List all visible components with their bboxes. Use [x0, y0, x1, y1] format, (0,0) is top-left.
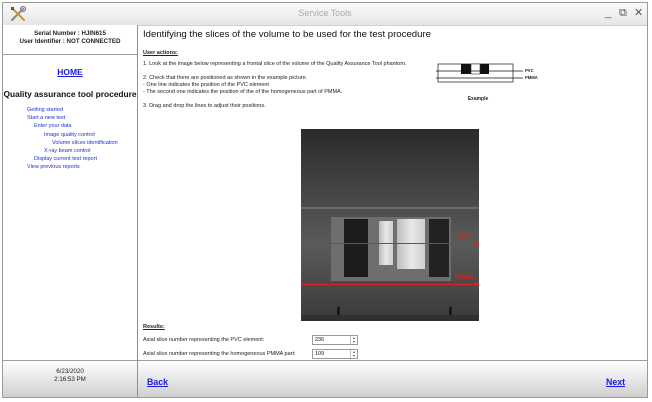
nav-image-quality[interactable]: Image quality control [44, 131, 95, 138]
nav-previous-reports[interactable]: View previous reports [27, 164, 80, 171]
pvc-marker-label: PVC [460, 234, 473, 240]
device-info [3, 30, 137, 45]
phantom-slice-graphic [301, 129, 479, 321]
example-pvc-label: PVC [525, 68, 534, 73]
pvc-result-label: Axial slice number representing the PVC element: [143, 337, 265, 343]
datetime [3, 368, 137, 383]
example-pmma-label: PMMA [525, 75, 538, 80]
pmma-spinner-arrows-icon[interactable]: ▲ ▼ [350, 350, 357, 358]
pvc-slice-spinner[interactable] [312, 335, 358, 345]
pvc-spinner-arrows-icon[interactable]: ▲ ▼ [350, 336, 357, 344]
procedure-nav [3, 106, 137, 172]
nav-enter-data[interactable]: Enter your data [34, 123, 72, 130]
back-button[interactable]: Back [147, 377, 169, 387]
pmma-result-label: Axial slice number representing the homogeneous PMMA part: [143, 351, 296, 357]
user-actions-label: User actions: [143, 50, 178, 56]
pmma-slice-spinner[interactable] [312, 349, 358, 359]
pmma-slice-input[interactable] [313, 350, 353, 358]
instruction-step-1: 1. Look at the image below representing a frontal slice of the volume of the Quality Assurance Tool phantom. [143, 61, 407, 67]
restore-button[interactable]: ⧉ [619, 7, 627, 19]
instruction-step-3: 3. Drag and drop the lines to adjust their positions. [143, 103, 266, 109]
nav-xray-beam[interactable]: X-ray beam control [44, 148, 91, 155]
sidebar-divider [3, 54, 137, 55]
serial-number: Serial Number : HJIN615 [34, 30, 106, 37]
user-identifier: User Identifier : NOT CONNECTED [19, 37, 121, 45]
pmma-marker-line[interactable] [301, 284, 479, 285]
frontal-slice-image[interactable] [301, 129, 479, 321]
app-window [2, 2, 648, 398]
minimize-button[interactable]: _ [605, 7, 612, 19]
instruction-step-2: 2. Check that there are positioned as shown in the example picture. [143, 75, 308, 81]
title-bar [3, 3, 647, 26]
example-caption: Example [467, 96, 489, 102]
nav-getting-started[interactable]: Getting started [27, 107, 64, 113]
nav-display-report[interactable]: Display current test report [34, 156, 97, 163]
sidebar-footer [3, 360, 137, 397]
main-content [138, 25, 647, 397]
page-title: Identifying the slices of the volume to be used for the test procedure [143, 29, 431, 40]
current-time: 2:16:53 PM [54, 375, 86, 383]
pvc-marker-line[interactable] [301, 243, 479, 244]
instruction-step-2-line-1: - One line indicates the position of the PVC element [143, 82, 269, 88]
window-title: Service Tools [298, 8, 352, 18]
instruction-step-2-line-2: - The second one indicates the position of the of the homogeneous part of PMMA. [143, 89, 343, 95]
pmma-marker-handle[interactable] [475, 282, 479, 286]
pvc-slice-input[interactable] [313, 336, 353, 344]
current-date: 6/23/2020 [56, 368, 84, 375]
pmma-marker-label: PMMA [455, 275, 474, 281]
main-footer [138, 360, 647, 397]
close-button[interactable]: ✕ [634, 7, 644, 19]
nav-volume-slices[interactable]: Volume slices identification [52, 139, 118, 146]
results-label: Results: [143, 324, 165, 330]
home-link[interactable]: HOME [57, 67, 83, 77]
next-button[interactable]: Next [606, 377, 626, 387]
sidebar [3, 25, 138, 397]
pvc-marker-handle[interactable] [475, 241, 479, 245]
nav-start-new-test[interactable]: Start a new test [27, 115, 66, 122]
example-diagram [432, 60, 552, 108]
procedure-heading: Quality assurance tool procedure [3, 89, 137, 99]
